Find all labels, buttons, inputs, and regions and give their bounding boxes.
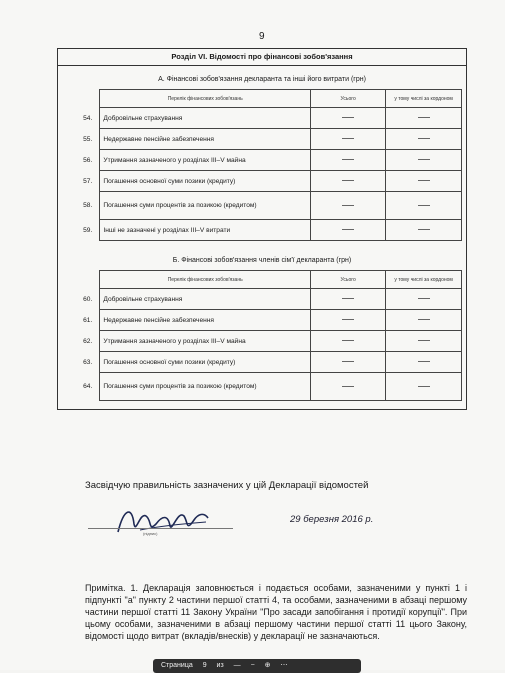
table-row: 56. Утримання зазначеного у розділах ІІІ–V майна [76,150,462,171]
header-total: Усього [311,90,386,108]
part-a-title: А. Фінансові зобов'язання декларанта та інші його витрати (грн) [158,76,366,83]
certification-text: Засвідчую правильність зазначених у цій Декларації відомостей [85,480,369,491]
header-list: Перелік фінансових зобов'язань [100,271,311,289]
part-b-table [76,270,462,401]
part-a-table [76,89,462,241]
table-row: 61. Недержавне пенсійне забезпечення [76,310,462,331]
table-header-row [76,90,462,108]
table-row: 59. Інші не зазначені у розділах ІІІ–V витрати [76,220,462,241]
toolbar-page-label: Страница [161,662,193,669]
zoom-out-icon[interactable]: − [250,662,255,669]
toolbar-of-label: из [216,662,224,669]
toolbar-page-input[interactable]: 9 [202,662,207,669]
header-total: Усього [311,271,386,289]
page-number: 9 [259,31,265,42]
note-text: Примітка. 1. Декларація заповнюється і подається особами, зазначеними у пункті 1 і підпункті "а" пункту 2 частини першої статті 4, та особами, зазначеними в абзаці першому частини першої статті 11 Закону України "Про засади запобігання і протидії корупції". При цьому особами, зазначеними в абзаці першому частини першої статті 11 цього Закону, відомості щодо витрат (вкладів/внесків) у декларації не зазначаються. [85,583,467,641]
toolbar-total-pages: — [233,662,241,669]
table-row: 64. Погашення суми процентів за позикою (кредитом) [76,373,462,401]
table-row: 54. Добровільне страхування [76,108,462,129]
table-row: 63. Погашення основної суми позики (кредиту) [76,352,462,373]
signature-label: (підпис) [143,531,158,536]
header-list: Перелік фінансових зобов'язань [100,90,311,108]
header-abroad: у тому числі за кордоном [386,271,462,289]
header-abroad: у тому числі за кордоном [386,90,462,108]
table-row: 57. Погашення основної суми позики (кредиту) [76,171,462,192]
table-row: 55. Недержавне пенсійне забезпечення [76,129,462,150]
signature-image [110,502,220,542]
table-row: 62. Утримання зазначеного у розділах ІІІ–V майна [76,331,462,352]
section-frame [57,48,467,410]
table-row: 60. Добровільне страхування [76,289,462,310]
table-row: 58. Погашення суми процентів за позикою (кредитом) [76,192,462,220]
zoom-in-icon[interactable]: ⊕ [264,662,271,669]
viewer-toolbar [153,659,361,673]
section-title: Розділ VI. Відомості про фінансові зобов'язання [58,49,466,66]
signature-line [88,528,233,529]
more-icon[interactable]: ⋯ [280,662,288,669]
part-b-title: Б. Фінансові зобов'язання членів сім'ї декларанта (грн) [172,257,352,264]
declaration-date: 29 березня 2016 р. [290,514,374,525]
table-header-row [76,271,462,289]
